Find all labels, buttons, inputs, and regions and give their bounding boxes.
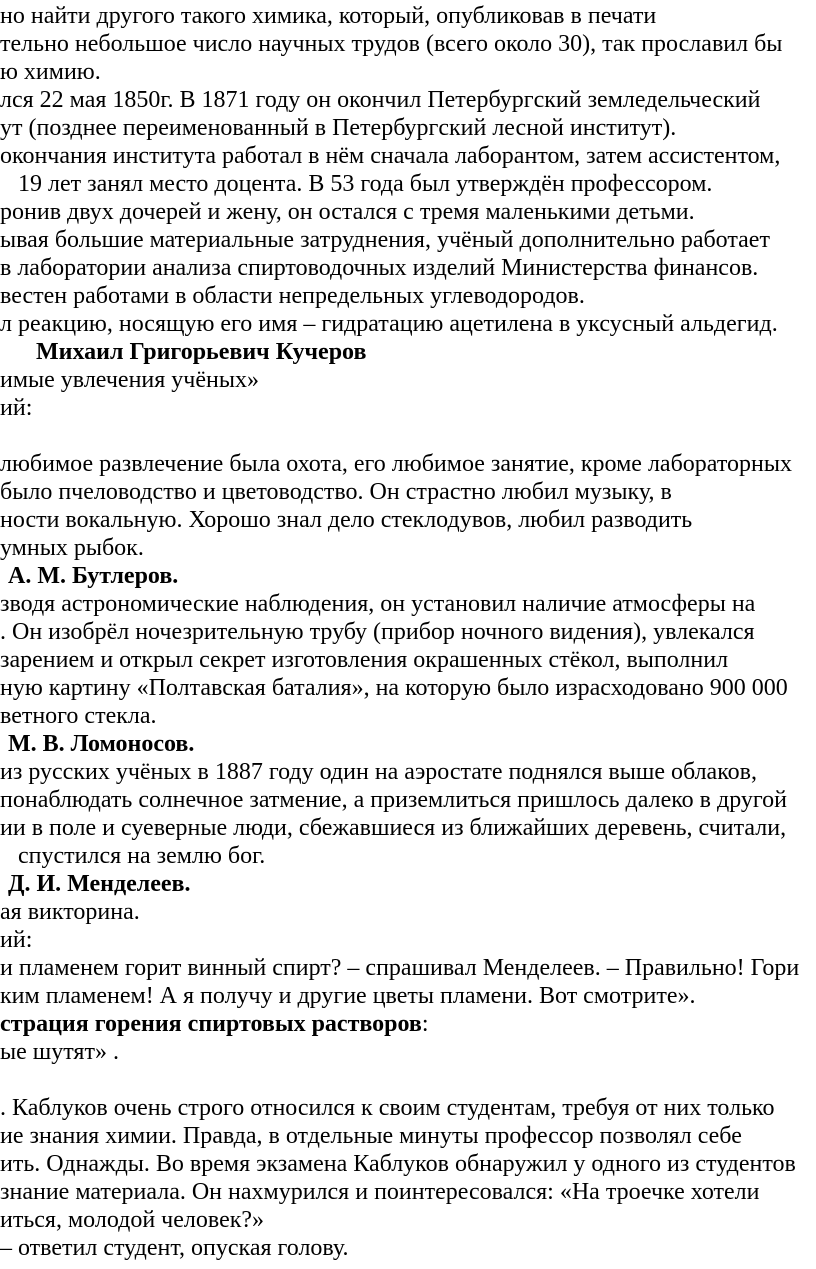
text-line: – ответил студент, опуская голову. [0, 1235, 349, 1261]
text-line: ий: [0, 927, 33, 953]
text-line: ывая большие материальные затруднения, учёный дополнительно работает [0, 227, 770, 253]
text-line: . Каблуков очень строго относился к своим студентам, требуя от них только [0, 1095, 775, 1121]
demo-heading [0, 1010, 429, 1038]
demo-heading-colon: : [421, 1011, 429, 1037]
text-line: и пламенем горит винный спирт? – спрашивал Менделеев. – Правильно! Гори [0, 955, 800, 981]
text-line: зводя астрономические наблюдения, он установил наличие атмосферы на [0, 591, 756, 617]
text-line: знание материала. Он нахмурился и поинтересовался: «На троечке хотели [0, 1179, 760, 1205]
answer-heading: Д. И. Менделеев. [8, 871, 191, 897]
text-line: понаблюдать солнечное затмение, а приземлиться пришлось далеко в другой [0, 787, 787, 813]
text-line: тельно небольшое число научных трудов (всего около 30), так прославил бы [0, 31, 783, 57]
text-line: ронив двух дочерей и жену, он остался с тремя маленькими детьми. [0, 199, 695, 225]
text-line: ут (позднее переименованный в Петербургский лесной институт). [0, 115, 677, 141]
text-line: из русских учёных в 1887 году один на аэростате поднялся выше облаков, [0, 759, 757, 785]
text-line: в лаборатории анализа спиртоводочных изделий Министерства финансов. [0, 255, 759, 281]
text-line: ю химию. [0, 59, 101, 85]
text-line: л реакцию, носящую его имя – гидратацию ацетилена в уксусный альдегид. [0, 311, 778, 337]
text-line: ную картину «Полтавская баталия», на которую было израсходовано 900 000 [0, 675, 788, 701]
section-title: имые увлечения учёных» [0, 367, 259, 393]
text-line: . Он изобрёл ночезрительную трубу (прибор ночного видения), увлекался [0, 619, 755, 645]
demo-heading-bold: страция горения спиртовых растворов [0, 1011, 422, 1037]
section-title: ые шутят» . [0, 1039, 119, 1065]
text-line: ности вокальную. Хорошо знал дело стеклодувов, любил разводить [0, 507, 693, 533]
section-title: ая викторина. [0, 899, 140, 925]
text-line: ить. Однажды. Во время экзамена Каблуков обнаружил у одного из студентов [0, 1151, 796, 1177]
text-line: окончания института работал в нём сначала лаборантом, затем ассистентом, [0, 143, 781, 169]
text-line: ий: [0, 395, 33, 421]
text-line: но найти другого такого химика, который, опубликовав в печати [0, 3, 657, 29]
text-line: вестен работами в области непредельных углеводородов. [0, 283, 585, 309]
answer-heading: А. М. Бутлеров. [8, 563, 179, 589]
text-line: 19 лет занял место доцента. В 53 года был утверждён профессором. [18, 171, 713, 197]
text-line: было пчеловодство и цветоводство. Он страстно любил музыку, в [0, 479, 672, 505]
text-line: ветного стекла. [0, 703, 157, 729]
text-line: ии в поле и суеверные люди, сбежавшиеся из ближайших деревень, считали, [0, 815, 787, 841]
text-line: любимое развлечение была охота, его любимое занятие, кроме лабораторных [0, 451, 792, 477]
text-line: лся 22 мая 1850г. В 1871 году он окончил Петербургский земледельческий [0, 87, 761, 113]
text-line: ким пламенем! А я получу и другие цветы пламени. Вот смотрите». [0, 983, 696, 1009]
text-line: иться, молодой человек?» [0, 1207, 265, 1233]
text-line: ие знания химии. Правда, в отдельные минуты профессор позволял себе [0, 1123, 742, 1149]
text-line: спустился на землю бог. [18, 843, 266, 869]
answer-heading: Михаил Григорьевич Кучеров [36, 339, 367, 365]
answer-heading: М. В. Ломоносов. [8, 731, 195, 757]
text-line: умных рыбок. [0, 535, 144, 561]
text-line: зарением и открыл секрет изготовления окрашенных стёкол, выполнил [0, 647, 729, 673]
